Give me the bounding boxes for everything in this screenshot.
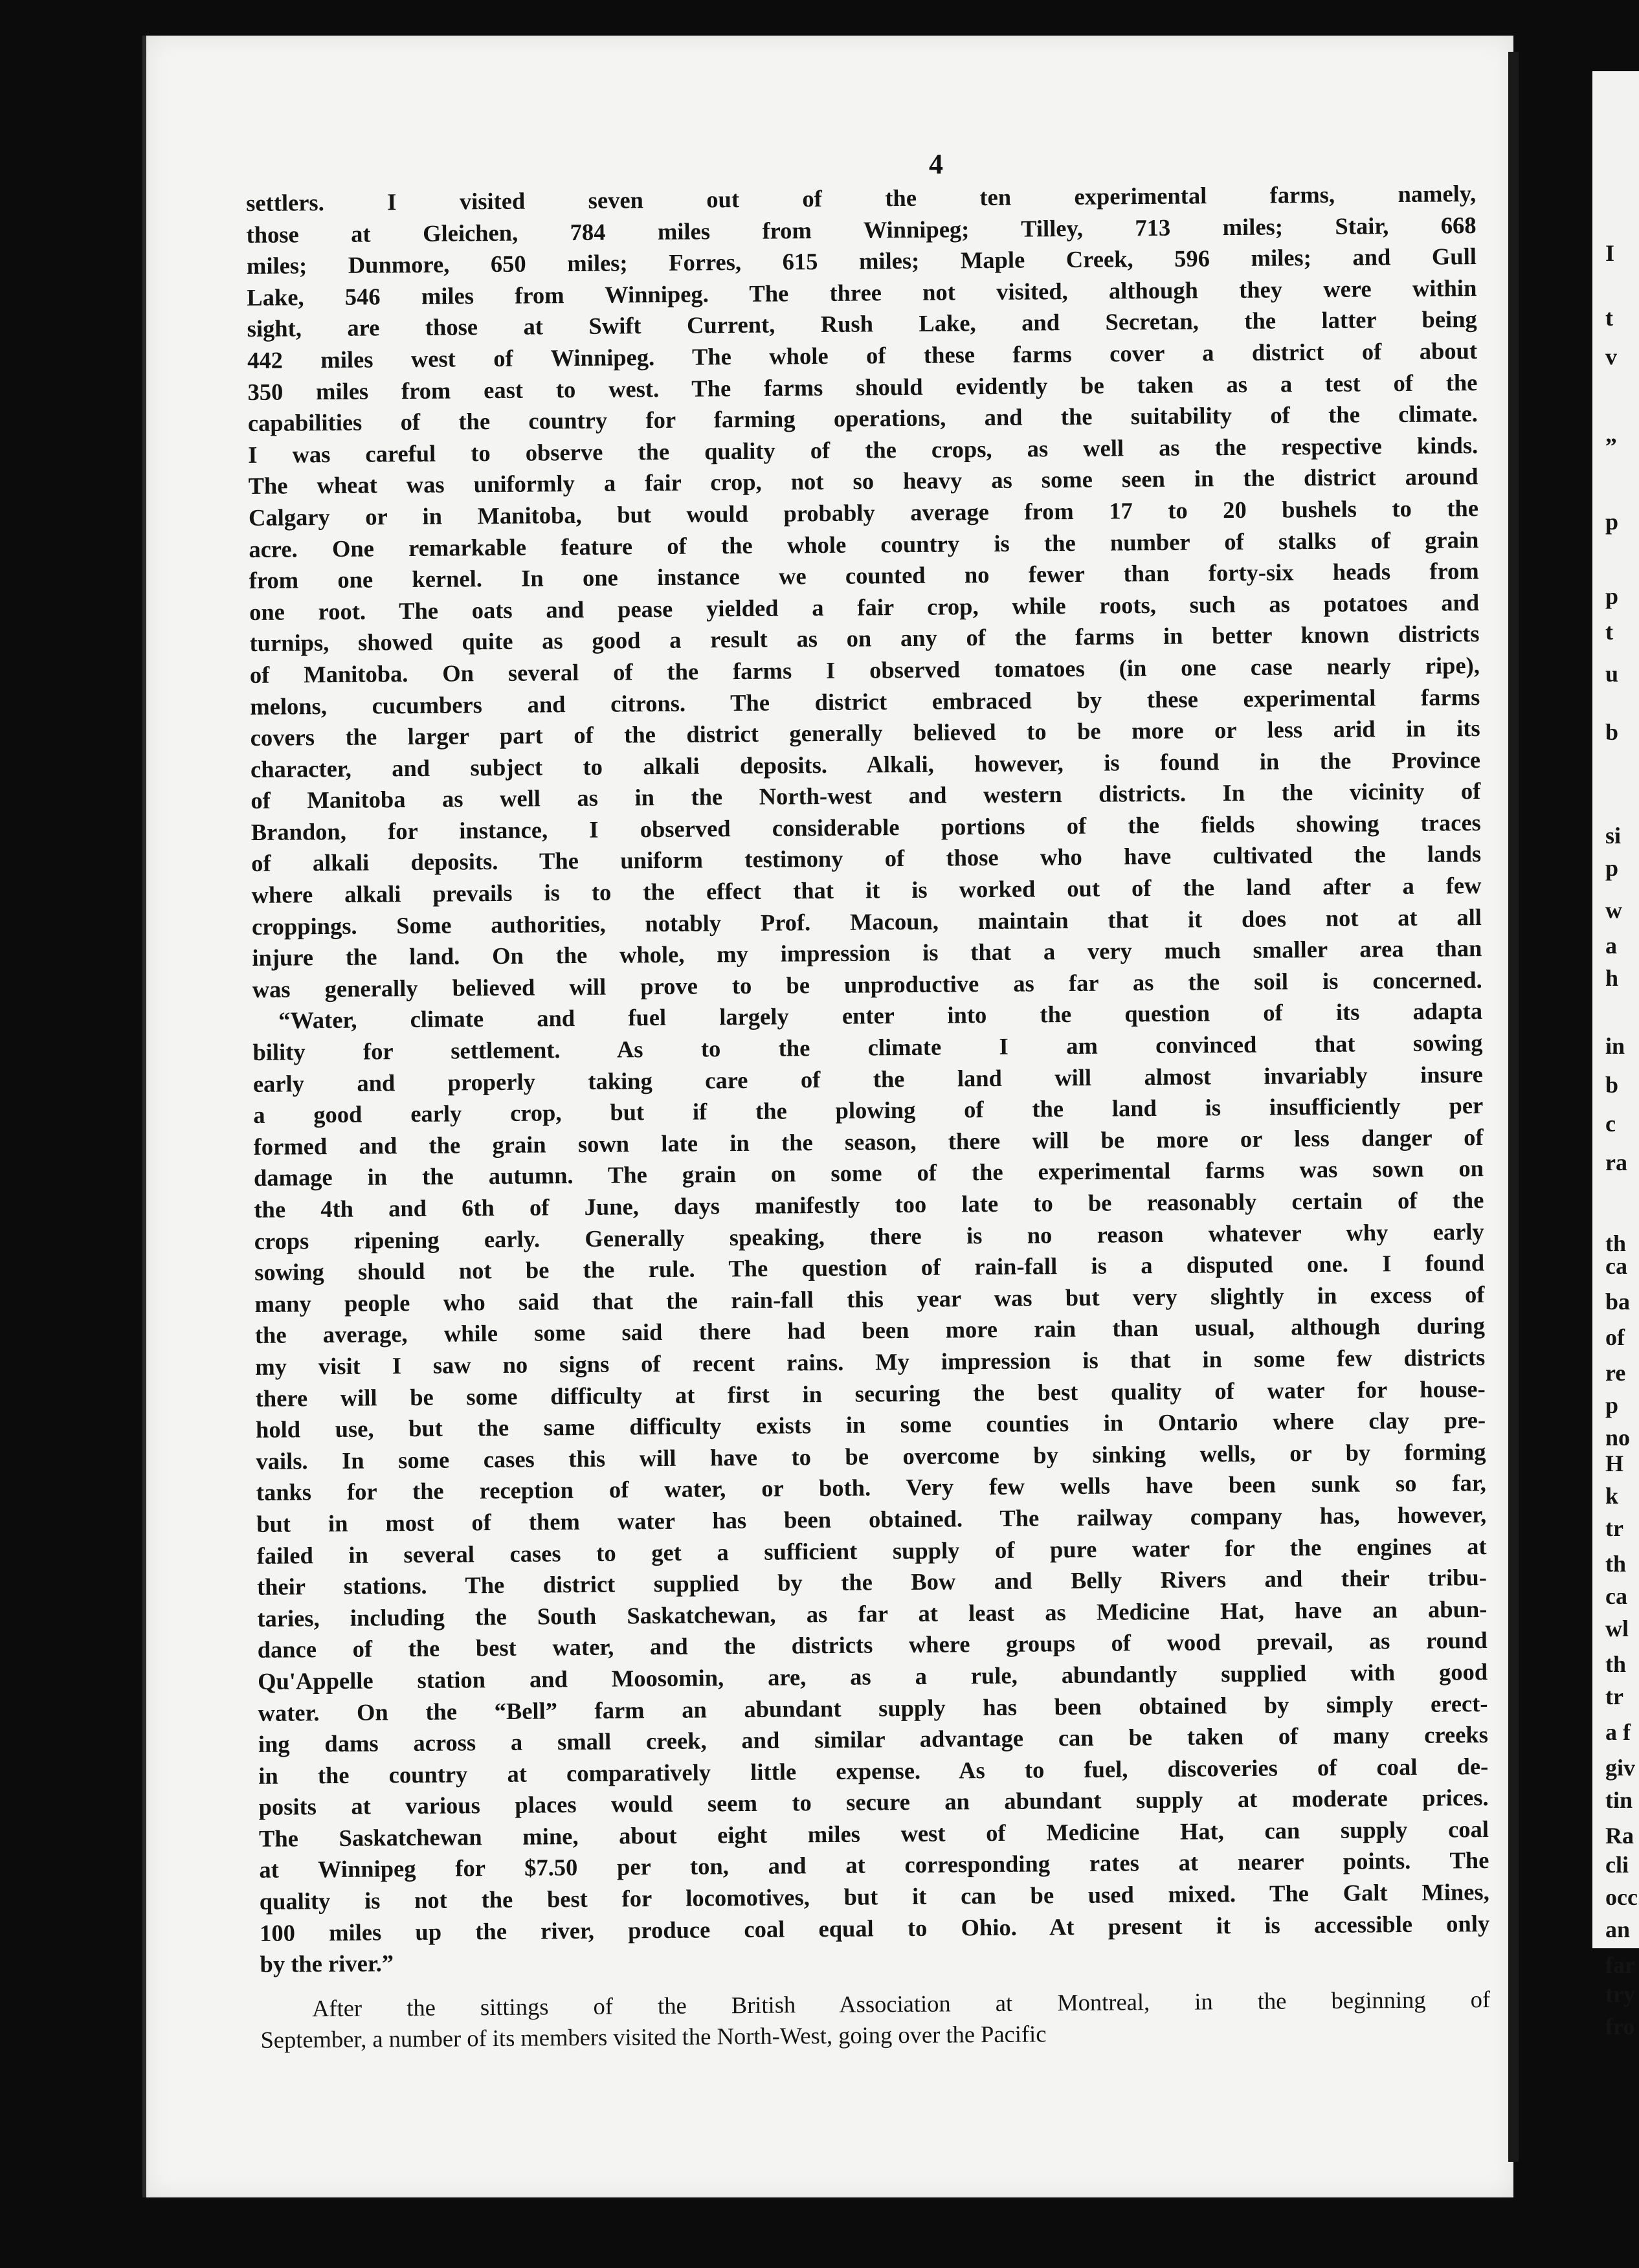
adjacent-page-fragment: p [1605,1392,1619,1418]
adjacent-page-fragment: ba [1605,1289,1631,1315]
text-line: failed in several cases to get a sufficient supply of pure water for the engines at [256,1532,1487,1569]
text-line: 442 miles west of Winnipeg. The whole of these farms cover a district of about [247,337,1478,373]
adjacent-page-fragment: tin [1605,1787,1633,1813]
adjacent-page-fragment: v [1605,344,1617,370]
text-line: quality is not the best for locomotives, but it can be used mixed. The Galt Mines, [259,1878,1489,1915]
adjacent-page-fragment: ra [1605,1150,1627,1175]
adjacent-page-fragment: a f [1605,1719,1631,1745]
adjacent-page-fragment: b [1605,719,1619,745]
text-line: 350 miles from east to west. The farms should evidently be taken as a test of the [247,368,1478,405]
adjacent-page-fragment: u [1605,661,1619,687]
text-line: sowing should not be the rule. The question of rain-fall is a disputed one. I found [254,1249,1485,1286]
adjacent-page-fragment: H [1605,1451,1624,1476]
text-line: one root. The oats and pease yielded a fair crop, while roots, such as potatoes and [249,588,1480,625]
text-line: covers the larger part of the district generally believed to be more or less arid in its [250,715,1480,751]
text-line: After the sittings of the British Association at Montreal, in the beginning of [311,1985,1491,2022]
text-line: taries, including the South Saskatchewan, as far at least as Medicine Hat, have an abun- [257,1595,1488,1632]
adjacent-page-fragment: I [1605,240,1615,266]
text-line: was generally believed will prove to be unproductive as far as the soil is concerned. [252,966,1482,1003]
adjacent-page-fragment: ca [1605,1583,1627,1609]
adjacent-page-fragment: in [1605,1033,1625,1059]
adjacent-page-fragment: Ra [1605,1823,1634,1849]
text-line: sight, are those at Swift Current, Rush Lake, and Secretan, the latter being [247,306,1477,342]
text-line: “Water, climate and fuel largely enter into the question of its adapta [278,997,1483,1034]
text-line: injure the land. On the whole, my impression is that a very much smaller area than [252,935,1482,972]
adjacent-page-fragment: re [1605,1360,1626,1386]
text-line: many people who said that the rain-fall this year was but very slightly in excess of [254,1280,1485,1317]
paragraph-2 [260,1984,1491,2056]
text-line: of alkali deposits. The uniform testimony of those who have cultivated the lands [251,840,1482,877]
text-line: dance of the best water, and the districts where groups of wood prevail, as round [257,1627,1488,1663]
text-line: formed and the grain sown late in the season, there will be more or less danger of [253,1123,1484,1160]
text-line: in the country at comparatively little expense. As to fuel, discoveries of coal de- [258,1752,1489,1789]
text-line: the average, while some said there had been more rain than usual, although during [254,1312,1486,1349]
text-line: croppings. Some authorities, notably Prof. Macoun, maintain that it does not at all [251,903,1482,940]
text-line: melons, cucumbers and citrons. The district embraced by these experimental farms [250,683,1480,720]
text-line: a good early crop, but if the plowing of the land is insufficiently per [253,1092,1484,1129]
adjacent-page-fragment: p [1605,509,1619,535]
text-line: miles; Dunmore, 650 miles; Forres, 615 miles; Maple Creek, 596 miles; and Gull [246,243,1477,280]
adjacent-page-fragment: wl [1605,1616,1629,1641]
adjacent-page-fragment: tr [1605,1684,1623,1709]
text-line: posits at various places would seem to secure an abundant supply at moderate prices. [258,1784,1489,1821]
adjacent-page-fragment: cli [1605,1852,1629,1878]
text-line: early and properly taking care of the land will almost invariably insure [252,1060,1483,1097]
text-line: of Manitoba. On several of the farms I observed tomatoes (in one case nearly ripe), [249,651,1480,688]
text-line: those at Gleichen, 784 miles from Winnipeg; Tilley, 713 miles; Stair, 668 [246,211,1477,248]
adjacent-page-fragment: w [1605,897,1622,923]
adjacent-page-fragment: fro [1605,2014,1635,2040]
text-line: Qu'Appelle station and Moosomin, are, as a rule, abundantly supplied with good [257,1658,1488,1695]
text-line: bility for settlement. As to the climate I am convinced that sowing [252,1029,1483,1065]
text-line: but in most of them water has been obtained. The railway company has, however, [256,1500,1487,1537]
text-line: their stations. The district supplied by the Bow and Belly Rivers and their tribu- [256,1564,1488,1601]
text-line: where alkali prevails is to the effect that it is worked out of the land after a few [251,872,1482,909]
text-line: there will be some difficulty at first in securing the best quality of water for house- [255,1375,1486,1412]
body-text [246,178,1491,2056]
adjacent-page-fragment: th [1605,1651,1627,1677]
text-line: Lake, 546 miles from Winnipeg. The three not visited, although they were within [247,274,1477,311]
text-line: character, and subject to alkali deposits. Alkali, however, is found in the Province [250,746,1481,783]
text-line: from one kernel. In one instance we counted no fewer than forty-six heads from [249,557,1479,594]
page-edge-shadow [1508,52,1519,2162]
adjacent-page-fragment: th [1605,1551,1627,1577]
adjacent-page-fragment: „ [1605,421,1617,447]
adjacent-page-fragment: far [1605,1952,1635,1978]
text-line: acre. One remarkable feature of the whole country is the number of stalks of grain [249,526,1479,562]
adjacent-page-fragment: a [1605,933,1617,959]
adjacent-page-fragment: giv [1605,1755,1636,1781]
text-line: hold use, but the same difficulty exists in some counties in Ontario where clay pre- [255,1406,1486,1443]
text-line: Brandon, for instance, I observed considerable portions of the fields showing traces [251,808,1481,845]
text-line: tanks for the reception of water, or both. Very few wells have been sunk so far, [256,1469,1486,1506]
adjacent-page-fragment: ca [1605,1253,1627,1279]
adjacent-page-fragment: try [1605,1981,1635,2007]
paragraph-1 [246,178,1490,1981]
adjacent-page-fragment: h [1605,965,1619,991]
text-line: my visit I saw no signs of recent rains. My impression is that in some few districts [255,1343,1486,1380]
text-line: ing dams across a small creek, and similar advantage can be taken of many creeks [258,1721,1488,1758]
adjacent-page-fragment: th [1605,1230,1627,1256]
adjacent-page-fragment: of [1605,1324,1625,1350]
adjacent-page-fragment: an [1605,1917,1631,1942]
text-line: at Winnipeg for $7.50 per ton, and at corresponding rates at nearer points. The [259,1847,1489,1884]
text-line: crops ripening early. Generally speaking, there is no reason whatever why early [254,1217,1484,1254]
text-line: turnips, showed quite as good a result as on any of the farms in better known districts [249,620,1480,657]
text-line: of Manitoba as well as in the North-west and western districts. In the vicinity of [251,777,1481,814]
adjacent-page-fragment: no [1605,1425,1631,1451]
adjacent-page-fragment: occ [1605,1884,1638,1910]
text-line: 100 miles up the river, produce coal equal to Ohio. At present it is accessible only [260,1909,1490,1946]
text-line: Calgary or in Manitoba, but would probably average from 17 to 20 bushels to the [248,495,1479,531]
text-line: damage in the autumn. The grain on some of the experimental farms was sown on [253,1155,1484,1192]
text-line: The Saskatchewan mine, about eight miles west of Medicine Hat, can supply coal [258,1815,1489,1852]
text-line: vails. In some cases this will have to be overcome by sinking wells, or by forming [256,1438,1486,1474]
text-line: water. On the “Bell” farm an abundant supply has been obtained by simply erect- [258,1689,1488,1726]
text-line: settlers. I visited seven out of the ten experimental farms, namely, [246,180,1477,216]
adjacent-page-fragment: t [1605,619,1613,645]
adjacent-page-fragment: k [1605,1483,1619,1509]
adjacent-page-fragment: si [1605,823,1622,849]
text-line: I was careful to observe the quality of the crops, as well as the respective kinds. [248,431,1478,468]
page-number: 4 [929,148,943,180]
adjacent-page-fragment: t [1605,305,1613,331]
adjacent-page-fragment: b [1605,1072,1619,1098]
adjacent-page-fragment: p [1605,855,1619,881]
text-line: the 4th and 6th of June, days manifestly too late to be reasonably certain of the [254,1186,1484,1223]
adjacent-page-fragment: c [1605,1111,1616,1137]
text-line: September, a number of its members visited the North-West, going over the Pacific [260,2020,1047,2054]
adjacent-page-fragment: p [1605,583,1619,609]
adjacent-page-fragment: tr [1605,1515,1623,1541]
text-line: by the river.” [260,1950,394,1978]
text-line: The wheat was uniformly a fair crop, not so heavy as some seen in the district around [248,463,1478,500]
text-line: capabilities of the country for farming operations, and the suitability of the climate. [247,400,1478,437]
